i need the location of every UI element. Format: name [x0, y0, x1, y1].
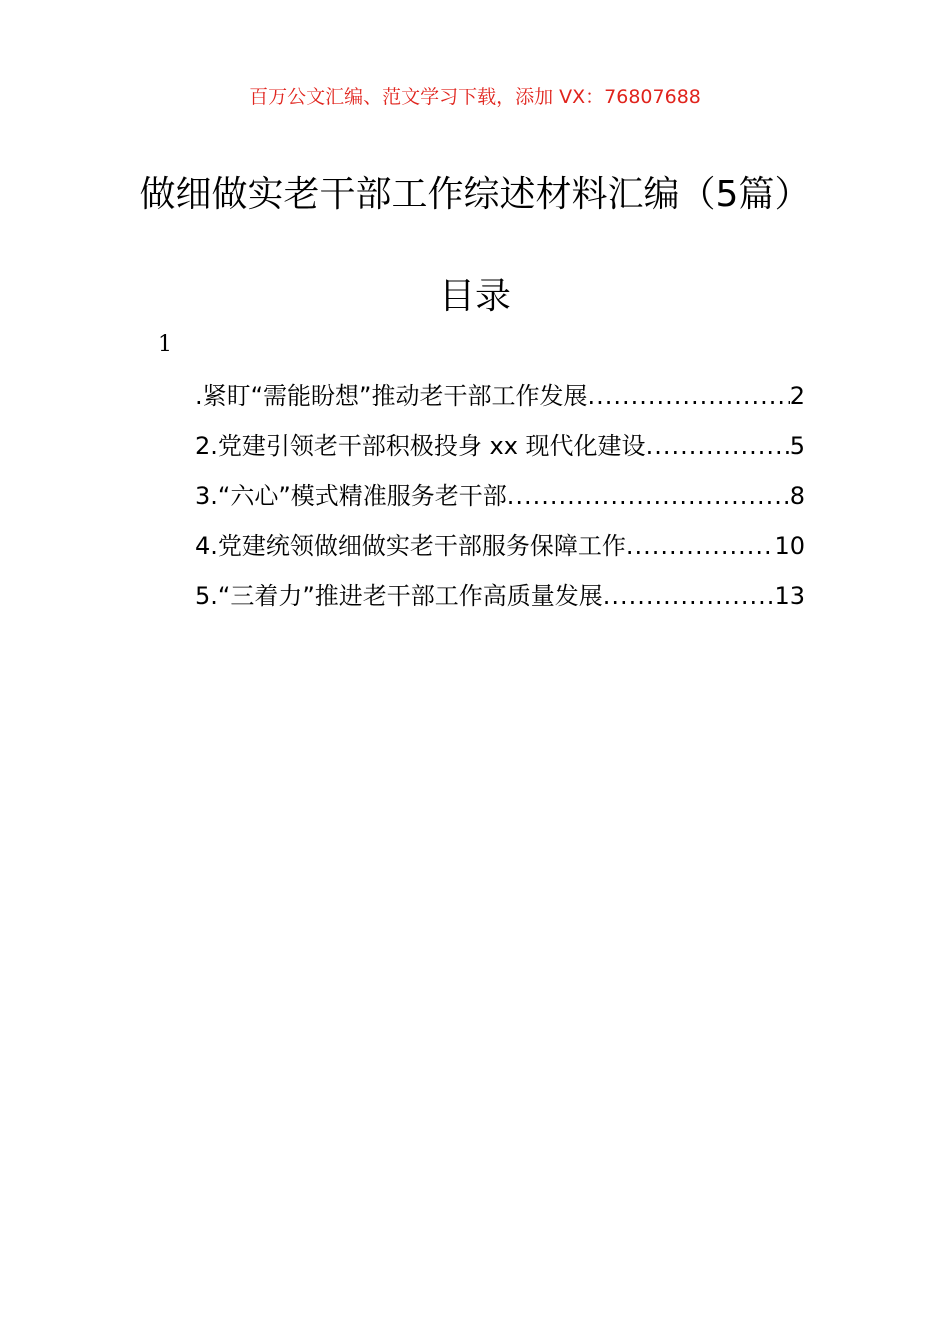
- dot-leader: [588, 378, 790, 414]
- toc-entry-title: 5.“三着力”推进老干部工作高质量发展: [195, 582, 603, 610]
- toc-entry-title: 2.党建引领老干部积极投身 xx 现代化建设: [195, 432, 646, 460]
- toc-entry-page: 2: [789, 382, 805, 410]
- dot-leader: [507, 478, 790, 514]
- toc-entry-page: 10: [774, 532, 805, 560]
- toc-entry-title: .紧盯“需能盼想”推动老干部工作发展: [195, 382, 588, 410]
- toc-entry-page: 5: [789, 432, 805, 460]
- toc-entry-3[interactable]: [195, 478, 805, 528]
- list-number: 1: [158, 332, 172, 357]
- toc-entry-page: 8: [789, 482, 805, 510]
- toc-heading: 目录: [438, 276, 511, 317]
- promo-banner: 百万公文汇编、范文学习下载，添加 VX：76807688: [249, 86, 701, 108]
- toc-entry-2[interactable]: [195, 428, 805, 478]
- dot-leader: [646, 428, 790, 464]
- table-of-contents: [195, 378, 805, 628]
- toc-entry-title: 4.党建统领做细做实老干部服务保障工作: [195, 532, 626, 560]
- toc-entry-page: 13: [774, 582, 805, 610]
- dot-leader: [603, 578, 775, 614]
- toc-entry-1[interactable]: [195, 378, 805, 428]
- toc-entry-5[interactable]: [195, 578, 805, 628]
- dot-leader: [626, 528, 775, 564]
- toc-entry-4[interactable]: [195, 528, 805, 578]
- toc-entry-title: 3.“六心”模式精准服务老干部: [195, 482, 507, 510]
- document-title: 做细做实老干部工作综述材料汇编（5篇）: [139, 174, 811, 215]
